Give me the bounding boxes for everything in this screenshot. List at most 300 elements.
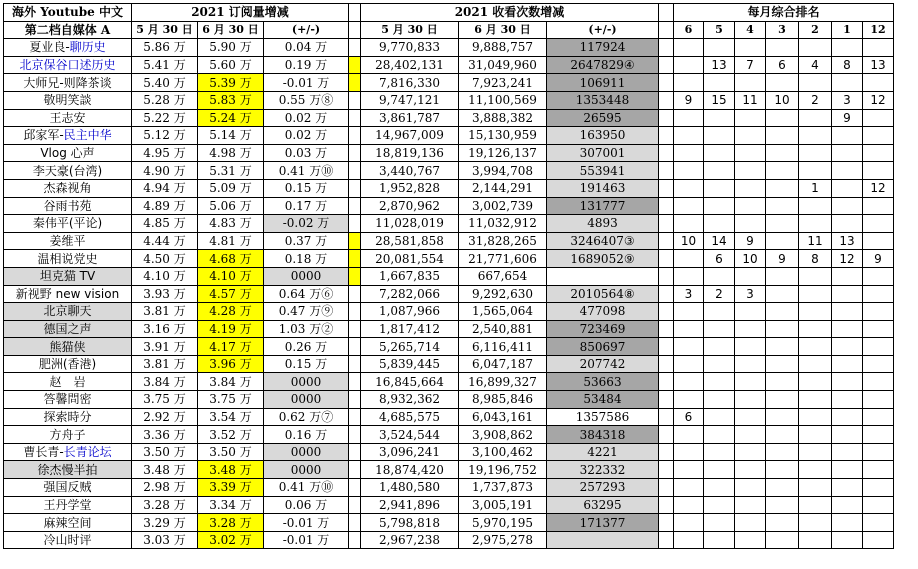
monthly-rank-value — [799, 408, 832, 426]
monthly-rank-value — [832, 531, 863, 549]
subs-may-value: 4.85 万 — [132, 215, 198, 233]
monthly-rank-value: 9 — [832, 109, 863, 127]
monthly-rank-value — [863, 74, 894, 92]
channel-name — [4, 109, 132, 127]
separator-cell — [349, 531, 361, 549]
channel-name-link-text: 聊历史 — [69, 40, 106, 55]
channel-name-text: 答馨問密 — [43, 392, 92, 407]
channel-name — [4, 91, 132, 109]
month-header: 5 — [704, 21, 735, 39]
monthly-rank-value — [674, 531, 704, 549]
channel-name-text: 大师兄-则降茶谈 — [23, 75, 112, 90]
monthly-rank-value: 2 — [799, 91, 832, 109]
monthly-rank-value — [766, 408, 799, 426]
separator-cell — [349, 303, 361, 321]
views-diff-value: 191463 — [547, 179, 659, 197]
monthly-rank-value — [766, 285, 799, 303]
monthly-rank-value — [766, 109, 799, 127]
subs-may-value: 4.94 万 — [132, 179, 198, 197]
monthly-rank-value — [674, 426, 704, 444]
separator-cell — [659, 303, 674, 321]
monthly-rank-value — [674, 162, 704, 180]
table-row — [4, 109, 894, 127]
monthly-rank-value — [766, 443, 799, 461]
monthly-rank-value — [799, 303, 832, 321]
channel-name-link-text: 民主中华 — [63, 128, 112, 143]
views-jun-value: 667,654 — [459, 267, 547, 285]
monthly-rank-value — [766, 426, 799, 444]
table-row — [4, 531, 894, 549]
monthly-rank-value — [799, 215, 832, 233]
monthly-rank-value — [832, 479, 863, 497]
channel-name-text: 北京聊天 — [43, 304, 92, 319]
monthly-rank-value — [704, 443, 735, 461]
monthly-rank-value — [735, 461, 766, 479]
monthly-rank-value — [704, 426, 735, 444]
views-may-value: 1,667,835 — [361, 267, 459, 285]
monthly-rank-value — [863, 408, 894, 426]
monthly-rank-value — [832, 391, 863, 409]
subs-may-value: 3.81 万 — [132, 303, 198, 321]
monthly-rank-value — [832, 39, 863, 57]
subs-jun-value: 3.52 万 — [198, 426, 264, 444]
table-row — [4, 479, 894, 497]
views-diff-value: 53484 — [547, 391, 659, 409]
subs-diff-value: 0.41 万⑩ — [264, 162, 349, 180]
views-jun-value: 3,888,382 — [459, 109, 547, 127]
views-diff-value: 131777 — [547, 197, 659, 215]
monthly-rank-value — [832, 426, 863, 444]
monthly-rank-value — [799, 373, 832, 391]
views-diff-value: 63295 — [547, 496, 659, 514]
separator-cell — [659, 109, 674, 127]
views-jun-value: 3,002,739 — [459, 197, 547, 215]
monthly-rank-value: 1 — [799, 179, 832, 197]
monthly-rank-value — [766, 479, 799, 497]
subs-diff-value: 0.15 万 — [264, 179, 349, 197]
subs-may-value: 4.44 万 — [132, 232, 198, 250]
channel-name-text: 赵 岩 — [49, 374, 86, 389]
monthly-rank-value — [832, 443, 863, 461]
separator-cell — [659, 408, 674, 426]
views-jun-value: 9,292,630 — [459, 285, 547, 303]
monthly-rank-value — [704, 391, 735, 409]
channel-name — [4, 496, 132, 514]
views-jun-value: 3,005,191 — [459, 496, 547, 514]
monthly-rank-value — [766, 144, 799, 162]
subs-diff-value: 0.16 万 — [264, 426, 349, 444]
monthly-rank-value — [766, 267, 799, 285]
views-may-value: 18,874,420 — [361, 461, 459, 479]
views-jun-value: 6,116,411 — [459, 338, 547, 356]
monthly-rank-value — [863, 215, 894, 233]
views-may-value: 9,770,833 — [361, 39, 459, 57]
separator-cell — [659, 285, 674, 303]
separator-cell — [659, 355, 674, 373]
views-jun-value: 15,130,959 — [459, 127, 547, 145]
channel-name — [4, 408, 132, 426]
monthly-rank-value — [735, 408, 766, 426]
channel-name — [4, 373, 132, 391]
separator-cell — [659, 162, 674, 180]
monthly-rank-value: 13 — [863, 56, 894, 74]
table-row — [4, 74, 894, 92]
subs-diff-value: 0000 — [264, 373, 349, 391]
views-diff-value: 307001 — [547, 144, 659, 162]
monthly-rank-value — [704, 461, 735, 479]
monthly-rank-value — [863, 426, 894, 444]
channel-name-text: 秦伟平(平论) — [32, 216, 103, 231]
monthly-rank-value — [674, 197, 704, 215]
monthly-rank-value — [674, 267, 704, 285]
monthly-rank-value — [674, 355, 704, 373]
subs-diff-value: 0.04 万 — [264, 39, 349, 57]
table-row — [4, 179, 894, 197]
monthly-rank-value — [674, 144, 704, 162]
separator-cell — [659, 197, 674, 215]
channel-name-link-text: 北京保谷口述历史 — [19, 58, 116, 73]
channel-name-text: 德国之声 — [43, 321, 92, 336]
subs-may-value: 3.81 万 — [132, 355, 198, 373]
subs-diff-value: 0.02 万 — [264, 127, 349, 145]
channel-name-text: Vlog 心声 — [40, 146, 95, 161]
subs-diff-value: -0.01 万 — [264, 74, 349, 92]
monthly-rank-value — [704, 408, 735, 426]
monthly-rank-value — [863, 338, 894, 356]
channel-name-text: 邱家军- — [23, 128, 64, 143]
monthly-rank-value: 8 — [832, 56, 863, 74]
separator-cell — [659, 4, 674, 22]
views-jun-value: 16,899,327 — [459, 373, 547, 391]
subs-diff-value: 0.02 万 — [264, 109, 349, 127]
subs-jun-value: 4.28 万 — [198, 303, 264, 321]
monthly-rank-value — [832, 285, 863, 303]
subs-diff-value: 0.19 万 — [264, 56, 349, 74]
views-jun-header: 6 月 30 日 — [459, 21, 547, 39]
monthly-rank-value: 10 — [674, 232, 704, 250]
monthly-rank-value — [863, 479, 894, 497]
table-row — [4, 197, 894, 215]
monthly-rank-value — [799, 338, 832, 356]
monthly-rank-value — [799, 39, 832, 57]
separator-cell — [349, 267, 361, 285]
views-may-value: 1,952,828 — [361, 179, 459, 197]
separator-cell — [659, 443, 674, 461]
monthly-rank-value — [766, 391, 799, 409]
subs-may-value: 3.48 万 — [132, 461, 198, 479]
views-may-value: 2,870,962 — [361, 197, 459, 215]
monthly-rank-value: 10 — [766, 91, 799, 109]
views-diff-value: 850697 — [547, 338, 659, 356]
subs-diff-value: 0.17 万 — [264, 197, 349, 215]
monthly-rank-value — [735, 127, 766, 145]
views-jun-value: 9,888,757 — [459, 39, 547, 57]
monthly-rank-value — [674, 373, 704, 391]
subs-may-value: 3.84 万 — [132, 373, 198, 391]
monthly-rank-value: 9 — [766, 250, 799, 268]
views-may-value: 9,747,121 — [361, 91, 459, 109]
subs-jun-value: 4.57 万 — [198, 285, 264, 303]
subs-jun-value: 5.39 万 — [198, 74, 264, 92]
separator-cell — [349, 74, 361, 92]
monthly-rank-value — [799, 496, 832, 514]
monthly-rank-value — [674, 215, 704, 233]
views-may-value: 2,941,896 — [361, 496, 459, 514]
views-diff-value: 1357586 — [547, 408, 659, 426]
monthly-rank-value — [863, 531, 894, 549]
views-jun-value: 11,032,912 — [459, 215, 547, 233]
views-diff-value: 171377 — [547, 514, 659, 532]
monthly-rank-value — [799, 267, 832, 285]
separator-cell — [349, 373, 361, 391]
separator-cell — [659, 531, 674, 549]
subs-jun-value: 5.31 万 — [198, 162, 264, 180]
channel-name — [4, 162, 132, 180]
monthly-rank-value: 9 — [674, 91, 704, 109]
monthly-rank-value: 6 — [766, 56, 799, 74]
views-may-value: 11,028,019 — [361, 215, 459, 233]
corner-title-top: 海外 Youtube 中文 — [4, 4, 132, 22]
subs-diff-value: 0.47 万⑨ — [264, 303, 349, 321]
views-may-value: 7,282,066 — [361, 285, 459, 303]
monthly-rank-value — [735, 426, 766, 444]
monthly-rank-value — [735, 215, 766, 233]
separator-cell — [349, 197, 361, 215]
monthly-rank-value — [799, 479, 832, 497]
channel-name-text: 谷雨书苑 — [43, 198, 92, 213]
monthly-rank-value — [766, 496, 799, 514]
monthly-rank-value — [799, 514, 832, 532]
views-diff-value: 106911 — [547, 74, 659, 92]
monthly-rank-value — [674, 74, 704, 92]
monthly-rank-value — [704, 127, 735, 145]
month-header: 4 — [735, 21, 766, 39]
monthly-rank-value — [863, 109, 894, 127]
views-may-value: 5,265,714 — [361, 338, 459, 356]
subs-may-value: 5.41 万 — [132, 56, 198, 74]
subs-may-value: 4.10 万 — [132, 267, 198, 285]
monthly-rank-value — [799, 285, 832, 303]
monthly-rank-value — [863, 127, 894, 145]
monthly-rank-value: 12 — [832, 250, 863, 268]
monthly-rank-value — [674, 391, 704, 409]
views-may-value: 3,861,787 — [361, 109, 459, 127]
monthly-rank-value — [863, 39, 894, 57]
monthly-rank-value — [674, 250, 704, 268]
monthly-rank-value — [799, 197, 832, 215]
views-may-header: 5 月 30 日 — [361, 21, 459, 39]
monthly-rank-value — [832, 355, 863, 373]
separator-cell — [659, 91, 674, 109]
views-diff-value: 163950 — [547, 127, 659, 145]
subs-jun-value: 4.81 万 — [198, 232, 264, 250]
subs-diff-value: -0.02 万 — [264, 215, 349, 233]
monthly-rank-value — [766, 373, 799, 391]
month-header: 6 — [674, 21, 704, 39]
monthly-rank-value — [832, 408, 863, 426]
subs-jun-value: 3.84 万 — [198, 373, 264, 391]
monthly-rank-value: 9 — [863, 250, 894, 268]
channel-name — [4, 320, 132, 338]
table-row — [4, 215, 894, 233]
views-may-value: 7,816,330 — [361, 74, 459, 92]
separator-cell — [659, 250, 674, 268]
monthly-rank-value — [674, 443, 704, 461]
separator-cell — [659, 215, 674, 233]
subs-diff-value: 0000 — [264, 443, 349, 461]
separator-cell — [349, 56, 361, 74]
monthly-rank-value — [766, 320, 799, 338]
views-jun-value: 2,144,291 — [459, 179, 547, 197]
views-may-value: 8,932,362 — [361, 391, 459, 409]
monthly-rank-value — [735, 338, 766, 356]
monthly-rank-value — [832, 373, 863, 391]
separator-cell — [659, 461, 674, 479]
table-row — [4, 338, 894, 356]
channel-name — [4, 355, 132, 373]
subs-jun-value: 5.06 万 — [198, 197, 264, 215]
monthly-rank-value — [704, 320, 735, 338]
channel-name — [4, 531, 132, 549]
subs-jun-value: 5.60 万 — [198, 56, 264, 74]
monthly-rank-value — [863, 355, 894, 373]
views-jun-value: 11,100,569 — [459, 91, 547, 109]
monthly-rank-value — [674, 109, 704, 127]
subs-jun-value: 3.39 万 — [198, 479, 264, 497]
views-may-value: 1,480,580 — [361, 479, 459, 497]
monthly-rank-value — [832, 162, 863, 180]
views-may-value: 5,839,445 — [361, 355, 459, 373]
monthly-rank-value — [674, 496, 704, 514]
subs-jun-value: 5.90 万 — [198, 39, 264, 57]
subs-may-value: 4.89 万 — [132, 197, 198, 215]
monthly-rank-value — [704, 338, 735, 356]
channel-name — [4, 250, 132, 268]
table-row — [4, 496, 894, 514]
table-row — [4, 303, 894, 321]
monthly-rank-value — [766, 162, 799, 180]
separator-cell — [659, 56, 674, 74]
monthly-rank-value — [704, 531, 735, 549]
subs-diff-value: 0.64 万⑥ — [264, 285, 349, 303]
views-diff-value: 4221 — [547, 443, 659, 461]
monthly-rank-value — [766, 74, 799, 92]
monthly-rank-value: 11 — [799, 232, 832, 250]
monthly-rank-value — [863, 267, 894, 285]
monthly-rank-value — [735, 303, 766, 321]
views-diff-value — [547, 531, 659, 549]
monthly-rank-value — [799, 320, 832, 338]
separator-cell — [349, 162, 361, 180]
subs-diff-value: 0000 — [264, 267, 349, 285]
table-row — [4, 461, 894, 479]
views-jun-value: 7,923,241 — [459, 74, 547, 92]
monthly-rank-value — [674, 303, 704, 321]
separator-cell — [349, 91, 361, 109]
separator-cell — [349, 285, 361, 303]
subs-may-value: 4.90 万 — [132, 162, 198, 180]
monthly-rank-value — [863, 320, 894, 338]
channel-name — [4, 232, 132, 250]
monthly-rank-value — [735, 514, 766, 532]
views-may-value: 14,967,009 — [361, 127, 459, 145]
views-may-value: 1,817,412 — [361, 320, 459, 338]
channel-name — [4, 514, 132, 532]
separator-cell — [659, 391, 674, 409]
subs-may-value: 3.50 万 — [132, 443, 198, 461]
subs-may-value: 4.50 万 — [132, 250, 198, 268]
views-jun-value: 3,994,708 — [459, 162, 547, 180]
subs-diff-value: 0.55 万⑧ — [264, 91, 349, 109]
monthly-rank-value — [674, 179, 704, 197]
separator-cell — [349, 21, 361, 39]
table-row — [4, 443, 894, 461]
subs-jun-value: 4.10 万 — [198, 267, 264, 285]
subs-jun-value: 3.34 万 — [198, 496, 264, 514]
monthly-rank-value — [735, 74, 766, 92]
subs-diff-value: 0000 — [264, 391, 349, 409]
monthly-rank-value — [766, 338, 799, 356]
views-jun-value: 6,043,161 — [459, 408, 547, 426]
views-diff-value: 53663 — [547, 373, 659, 391]
separator-cell — [659, 21, 674, 39]
monthly-rank-value — [735, 479, 766, 497]
subs-may-value: 5.86 万 — [132, 39, 198, 57]
views-diff-value: 1689052⑨ — [547, 250, 659, 268]
monthly-rank-value — [735, 531, 766, 549]
subs-jun-value: 4.68 万 — [198, 250, 264, 268]
rank-group-header: 每月综合排名 — [674, 4, 894, 22]
monthly-rank-value — [832, 461, 863, 479]
monthly-rank-value — [863, 391, 894, 409]
channel-name — [4, 443, 132, 461]
views-jun-value: 31,828,265 — [459, 232, 547, 250]
monthly-rank-value — [863, 303, 894, 321]
table-row — [4, 355, 894, 373]
views-jun-value: 2,975,278 — [459, 531, 547, 549]
monthly-rank-value — [735, 162, 766, 180]
header-row-2 — [4, 21, 894, 39]
monthly-rank-value — [674, 479, 704, 497]
table-row — [4, 91, 894, 109]
channel-name — [4, 391, 132, 409]
separator-cell — [349, 144, 361, 162]
monthly-rank-value — [863, 461, 894, 479]
monthly-rank-value — [735, 355, 766, 373]
channel-name — [4, 267, 132, 285]
subs-jun-value: 3.75 万 — [198, 391, 264, 409]
separator-cell — [349, 179, 361, 197]
table-row — [4, 39, 894, 57]
monthly-rank-value — [674, 320, 704, 338]
subs-diff-header: (+/-) — [264, 21, 349, 39]
channel-name — [4, 479, 132, 497]
separator-cell — [349, 514, 361, 532]
table-row — [4, 56, 894, 74]
monthly-rank-value: 7 — [735, 56, 766, 74]
separator-cell — [349, 443, 361, 461]
separator-cell — [659, 373, 674, 391]
views-diff-value: 3246407③ — [547, 232, 659, 250]
views-may-value: 20,081,554 — [361, 250, 459, 268]
views-jun-value: 1,737,873 — [459, 479, 547, 497]
subs-jun-value: 3.48 万 — [198, 461, 264, 479]
views-jun-value: 6,047,187 — [459, 355, 547, 373]
monthly-rank-value — [799, 74, 832, 92]
channel-name-text: 王志安 — [49, 110, 86, 125]
separator-cell — [659, 267, 674, 285]
monthly-rank-value: 10 — [735, 250, 766, 268]
